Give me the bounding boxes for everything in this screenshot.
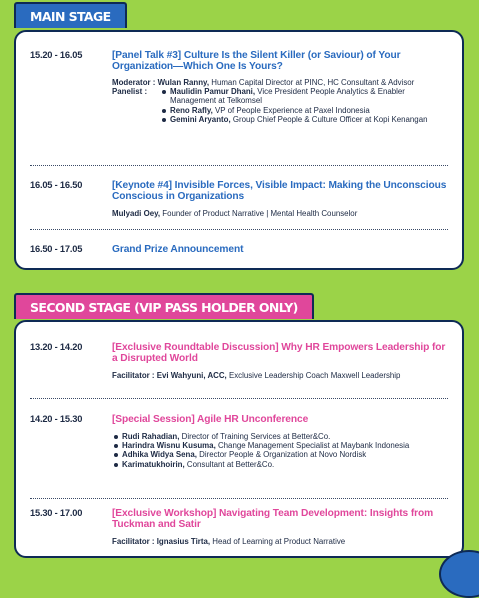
session-title: Grand Prize Announcement bbox=[112, 244, 244, 255]
session-details bbox=[112, 78, 448, 124]
main-stage-tab: MAIN STAGE bbox=[14, 2, 127, 28]
session-time: 14.20 - 15.30 bbox=[30, 414, 83, 424]
session-title: [Special Session] Agile HR Unconference bbox=[112, 414, 309, 425]
speaker-item: Rudi Rahadian, Director of Training Services at Better&Co. bbox=[112, 432, 448, 441]
session-time: 13.20 - 14.20 bbox=[30, 342, 83, 352]
moderator-line bbox=[112, 78, 448, 87]
speaker-name: Mulyadi Oey, bbox=[112, 209, 161, 218]
panelist-label: Panelist : bbox=[112, 87, 148, 97]
session-details bbox=[112, 371, 448, 380]
panelist-item: Reno Rafly, VP of People Experience at Paxel Indonesia bbox=[160, 106, 448, 115]
session-title: [Exclusive Roundtable Discussion] Why HR Empowers Leadership for a Disrupted World bbox=[112, 342, 446, 364]
main-stage-card bbox=[14, 30, 464, 270]
session-details bbox=[112, 432, 448, 469]
speaker-item: Harindra Wisnu Kusuma, Change Management Specialist at Maybank Indonesia bbox=[112, 441, 448, 450]
session-title: [Exclusive Workshop] Navigating Team Development: Insights from Tuckman and Satir bbox=[112, 508, 434, 530]
moderator-label: Moderator : bbox=[112, 78, 156, 87]
moderator-role: Human Capital Director at PINC, HC Consultant & Advisor bbox=[211, 78, 415, 87]
moderator-name: Wulan Ranny, bbox=[157, 78, 210, 87]
session-details bbox=[112, 537, 448, 546]
speaker-list bbox=[112, 432, 448, 469]
second-stage-tab: SECOND STAGE (VIP PASS HOLDER ONLY) bbox=[14, 293, 314, 319]
session-divider bbox=[30, 398, 448, 399]
session-divider bbox=[30, 165, 448, 166]
facilitator-name: Ignasius Tirta, bbox=[156, 537, 211, 546]
session-details bbox=[112, 209, 448, 218]
session-title: [Panel Talk #3] Culture Is the Silent Killer (or Saviour) of Your Organization—Which One Is Yours? bbox=[112, 50, 401, 72]
facilitator-label: Facilitator : bbox=[112, 537, 155, 546]
second-stage-card bbox=[14, 320, 464, 558]
speaker-role: Founder of Product Narrative | Mental Health Counselor bbox=[162, 209, 358, 218]
speaker-item: Karimatukhoirin, Consultant at Better&Co. bbox=[112, 460, 448, 469]
speaker-item: Adhika Widya Sena, Director People & Organization at Novo Nordisk bbox=[112, 450, 448, 459]
panelist-item: Gemini Aryanto, Group Chief People & Culture Officer at Kopi Kenangan bbox=[160, 115, 448, 124]
session-title: [Keynote #4] Invisible Forces, Visible Impact: Making the Unconscious Conscious in Organizations bbox=[112, 180, 447, 202]
facilitator-role: Head of Learning at Product Narrative bbox=[212, 537, 346, 546]
session-time: 16.05 - 16.50 bbox=[30, 180, 83, 190]
session-divider bbox=[30, 498, 448, 499]
session-time: 15.30 - 17.00 bbox=[30, 508, 83, 518]
facilitator-role: Exclusive Leadership Coach Maxwell Leadership bbox=[228, 371, 401, 380]
session-divider bbox=[30, 229, 448, 230]
panelist-list bbox=[160, 87, 448, 124]
session-time: 16.50 - 17.05 bbox=[30, 244, 83, 254]
session-time: 15.20 - 16.05 bbox=[30, 50, 83, 60]
facilitator-label: Facilitator : bbox=[112, 371, 155, 380]
panelist-item: Maulidin Pamur Dhani, Vice President People Analytics & Enabler Management at Telkomsel bbox=[160, 87, 448, 105]
facilitator-name: Evi Wahyuni, ACC, bbox=[156, 371, 227, 380]
panelist-block bbox=[112, 87, 448, 124]
